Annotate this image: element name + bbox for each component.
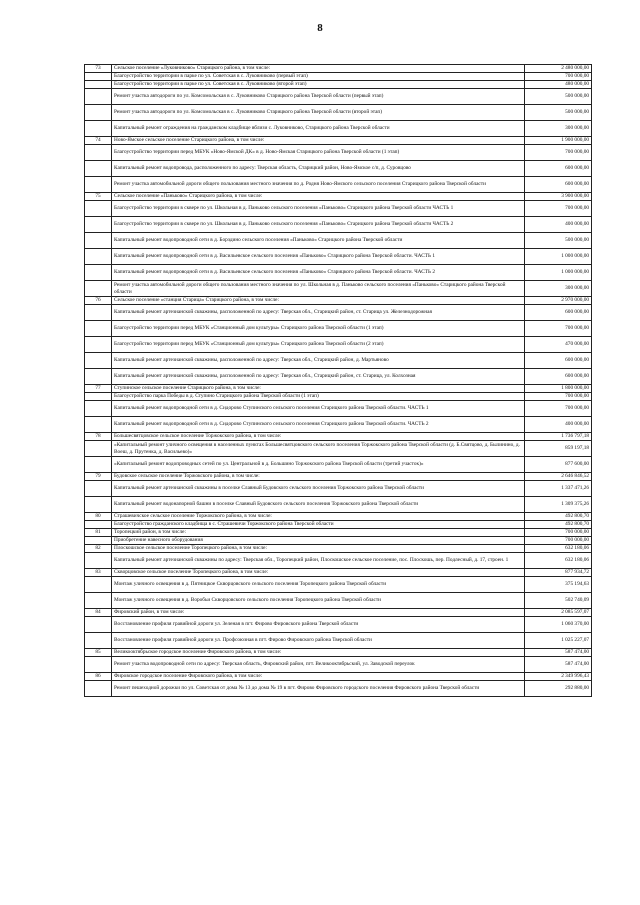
row-number bbox=[85, 657, 112, 673]
table-row bbox=[85, 353, 592, 369]
table-row bbox=[85, 673, 592, 681]
table-row bbox=[85, 609, 592, 617]
row-description: Капитальный ремонт артезианской скважины по адресу: Тверская обл., Торопецкий район, Плоскошское сельское поселение, пос. Плоскошь, пер. Подлесный, д. 17, строен. 1 bbox=[112, 553, 525, 569]
row-amount: 700 000,00 bbox=[525, 73, 592, 81]
table-row bbox=[85, 593, 592, 609]
row-description: «Капитальный ремонт уличного освещения в населенных пунктах Большесвятцовского сельского поселения Торжокского района Тверской области (д. Б.Святцово, д. Былинино, д. Воеш, д. Прутенка, д. Васильево)» bbox=[112, 441, 525, 457]
row-amount: 600 000,00 bbox=[525, 369, 592, 385]
row-amount: 1 060 370,00 bbox=[525, 617, 592, 633]
row-description: Капитальный ремонт артезианской скважины, расположенной по адресу: Тверская обл., Старицкий район, д. Мартьяново bbox=[112, 353, 525, 369]
row-number: 85 bbox=[85, 649, 112, 657]
row-amount: 700 000,00 bbox=[525, 321, 592, 337]
table-row bbox=[85, 137, 592, 145]
row-amount: 600 000,00 bbox=[525, 177, 592, 193]
row-description: Капитальный ремонт артезианской скважины, расположенной по адресу: Тверская обл., Старицкий район, ст. Старица ул. Железнодорожная bbox=[112, 305, 525, 321]
row-amount: 1 309 375,26 bbox=[525, 497, 592, 513]
row-number: 84 bbox=[85, 609, 112, 617]
table-row bbox=[85, 633, 592, 649]
row-description: Фировское городское поселение Фировского района, в том числе: bbox=[112, 673, 525, 681]
row-description: Благоустройство территории в сквере по ул. Школьная в д. Паньково сельского поселения «Паньково» Старицкого района Тверской области ЧАСТЬ 1 bbox=[112, 201, 525, 217]
row-number bbox=[85, 321, 112, 337]
table-row bbox=[85, 145, 592, 161]
table-row bbox=[85, 441, 592, 457]
row-amount: 400 000,00 bbox=[525, 217, 592, 233]
row-number bbox=[85, 497, 112, 513]
row-number bbox=[85, 337, 112, 353]
row-description: Фировский район, в том числе: bbox=[112, 609, 525, 617]
table-row bbox=[85, 521, 592, 529]
row-number bbox=[85, 305, 112, 321]
row-number: 86 bbox=[85, 673, 112, 681]
row-description: Ремонт участка автомобильной дороги общего пользования местного значения по ул. Школьная в д. Паньково сельского поселения «Паньково» Старицкого района Тверской области bbox=[112, 281, 525, 297]
row-description: Ступинское сельское поселение Старицкого района, в том числе: bbox=[112, 385, 525, 393]
table-row bbox=[85, 281, 592, 297]
table-row bbox=[85, 649, 592, 657]
row-amount: 1 337 471,26 bbox=[525, 481, 592, 497]
row-amount: 400 000,00 bbox=[525, 417, 592, 433]
table-row bbox=[85, 481, 592, 497]
row-number: 73 bbox=[85, 65, 112, 73]
row-amount: 600 000,00 bbox=[525, 353, 592, 369]
row-amount: 292 880,00 bbox=[525, 681, 592, 697]
table-row bbox=[85, 177, 592, 193]
row-amount: 2 085 597,07 bbox=[525, 609, 592, 617]
row-number bbox=[85, 441, 112, 457]
row-description: Капитальный ремонт артезианской скважины в поселке Славный Будовского сельского поселения Торжокского района Тверской области bbox=[112, 481, 525, 497]
table-row bbox=[85, 369, 592, 385]
row-number: 81 bbox=[85, 529, 112, 537]
table-row bbox=[85, 569, 592, 577]
table-row bbox=[85, 105, 592, 121]
row-description: «Капитальный ремонт водопроводных сетей по ул. Центральной в д. Большино Торжокского района Тверской области (третий участок)» bbox=[112, 457, 525, 473]
row-amount: 2 349 996,43 bbox=[525, 673, 592, 681]
table-row bbox=[85, 337, 592, 353]
row-number bbox=[85, 81, 112, 89]
table-row bbox=[85, 193, 592, 201]
row-amount: 502 740,09 bbox=[525, 593, 592, 609]
row-amount: 375 194,63 bbox=[525, 577, 592, 593]
row-number bbox=[85, 217, 112, 233]
row-amount: 632 180,06 bbox=[525, 553, 592, 569]
table-row bbox=[85, 497, 592, 513]
row-description: Плоскошское сельское поселение Торопецкого района, в том числе: bbox=[112, 545, 525, 553]
row-description: Сельское поселение «станция Старица» Старицкого района, в том числе: bbox=[112, 297, 525, 305]
row-number bbox=[85, 593, 112, 609]
row-description: Капитальный ремонт водопровода, расположенного по адресу: Тверская область, Старицкий район, Ново-Ямское с/п, д. Суровцово bbox=[112, 161, 525, 177]
table-row bbox=[85, 249, 592, 265]
row-number: 74 bbox=[85, 137, 112, 145]
table-row bbox=[85, 73, 592, 81]
row-description: Ремонт участка автодороги по ул. Комсомольская в с. Луковниково Старицкого района Тверской области (второй этап) bbox=[112, 105, 525, 121]
row-description: Капитальный ремонт водопроводной сети в д. Васильевское сельского поселения «Паньково» Старицкого района Тверской области. ЧАСТЬ 2 bbox=[112, 265, 525, 281]
row-description: Благоустройство парка Победы в д. Ступино Старицкого района Тверской области (1 этап) bbox=[112, 393, 525, 401]
page-number: 8 bbox=[317, 22, 323, 34]
table-row bbox=[85, 417, 592, 433]
row-number bbox=[85, 393, 112, 401]
table-row bbox=[85, 433, 592, 441]
row-number bbox=[85, 553, 112, 569]
table-row bbox=[85, 393, 592, 401]
row-number: 80 bbox=[85, 513, 112, 521]
row-description: Капитальный ремонт водопроводной сети в д. Сидорово Ступинского сельского поселения Старицкого района Тверской области. ЧАСТЬ 1 bbox=[112, 401, 525, 417]
row-amount: 1 025 227,07 bbox=[525, 633, 592, 649]
row-number: 82 bbox=[85, 545, 112, 553]
row-description: Восстановление профиля гравийной дороги ул. Зеленая в пгт. Фирово Фировского района Тверской области bbox=[112, 617, 525, 633]
row-description: Монтаж уличного освещения в д. Пятницкое Скворцовского сельского поселения Торопецкого района Тверской области bbox=[112, 577, 525, 593]
table-row bbox=[85, 161, 592, 177]
row-amount: 492 800,70 bbox=[525, 513, 592, 521]
row-description: Ремонт участка водопроводной сети по адресу: Тверская область, Фировский район, пгт. Великооктябрьский, ул. Заводской переулок bbox=[112, 657, 525, 673]
row-description: Ремонт пешеходной дорожки по ул. Советская от дома № 13 до дома № 19 в пгт. Фирово Фировского городского поселения Фировского района Тверской области bbox=[112, 681, 525, 697]
row-description: Восстановление профиля гравийной дороги ул. Профсоюзная в пгт. Фирово Фировского района Тверской области bbox=[112, 633, 525, 649]
row-amount: 587 474,00 bbox=[525, 649, 592, 657]
row-description: Капитальный ремонт водопроводной сети в д. Васильевское сельского поселения «Паньково» Старицкого района Тверской области. ЧАСТЬ 1 bbox=[112, 249, 525, 265]
table-row bbox=[85, 305, 592, 321]
row-amount: 1 736 797,18 bbox=[525, 433, 592, 441]
table-row bbox=[85, 401, 592, 417]
table-row bbox=[85, 553, 592, 569]
row-amount: 3 900 000,00 bbox=[525, 193, 592, 201]
row-description: Капитальный ремонт водопроводной сети в д. Сидорово Ступинского сельского поселения Старицкого района Тверской области. ЧАСТЬ 2 bbox=[112, 417, 525, 433]
row-number: 76 bbox=[85, 297, 112, 305]
row-description: Благоустройство территории в сквере по ул. Школьная в д. Паньково сельского поселения «Паньково» Старицкого района Тверской области ЧАСТЬ 2 bbox=[112, 217, 525, 233]
row-amount: 700 000,00 bbox=[525, 529, 592, 537]
row-description: Капитальный ремонт ограждения на гражданском кладбище вблизи с. Луковниково, Старицкого района Тверской области bbox=[112, 121, 525, 137]
row-number bbox=[85, 353, 112, 369]
row-amount: 500 000,00 bbox=[525, 233, 592, 249]
row-number bbox=[85, 401, 112, 417]
table-row bbox=[85, 201, 592, 217]
budget-table bbox=[84, 64, 592, 697]
table-row bbox=[85, 217, 592, 233]
row-description: Приобретение навесного оборудования bbox=[112, 537, 525, 545]
row-description: Благоустройство территории перед МБУК «Станционный дом культуры» Старицкого района Тверской области (1 этап) bbox=[112, 321, 525, 337]
row-number bbox=[85, 457, 112, 473]
row-number bbox=[85, 233, 112, 249]
row-amount: 700 000,00 bbox=[525, 537, 592, 545]
row-number bbox=[85, 681, 112, 697]
row-description: Монтаж уличного освещения в д. Воробьи Скворцовского сельского поселения Торопецкого района Тверской области bbox=[112, 593, 525, 609]
row-description: Сельское поселение «Паньково» Старицкого района, в том числе: bbox=[112, 193, 525, 201]
table-row bbox=[85, 89, 592, 105]
row-number bbox=[85, 281, 112, 297]
row-number bbox=[85, 121, 112, 137]
row-number bbox=[85, 145, 112, 161]
row-number bbox=[85, 481, 112, 497]
table-row bbox=[85, 297, 592, 305]
row-description: Ремонт участка автомобильной дороги общего пользования местного значения по д. Родня Ново-Ямского сельского поселения Старицкого района Тверской области bbox=[112, 177, 525, 193]
table-row bbox=[85, 529, 592, 537]
row-number bbox=[85, 73, 112, 81]
row-description: Благоустройство территории перед МБУК «Станционный дом культуры» Старицкого района Тверской области (2 этап) bbox=[112, 337, 525, 353]
table-row bbox=[85, 65, 592, 73]
row-description: Большесвятцовское сельское поселение Торжокского района, в том числе: bbox=[112, 433, 525, 441]
row-number bbox=[85, 249, 112, 265]
row-number bbox=[85, 161, 112, 177]
row-number bbox=[85, 633, 112, 649]
row-amount: 700 000,00 bbox=[525, 401, 592, 417]
row-amount: 480 000,00 bbox=[525, 81, 592, 89]
row-number bbox=[85, 265, 112, 281]
row-amount: 500 000,00 bbox=[525, 105, 592, 121]
row-amount: 470 000,00 bbox=[525, 337, 592, 353]
row-number bbox=[85, 417, 112, 433]
table-row bbox=[85, 513, 592, 521]
row-description: Будовское сельское поселение Торжокского района, в том числе: bbox=[112, 473, 525, 481]
table-row bbox=[85, 657, 592, 673]
row-number: 79 bbox=[85, 473, 112, 481]
table-row bbox=[85, 537, 592, 545]
row-amount: 877 934,72 bbox=[525, 569, 592, 577]
row-description: Страшевичское сельское поселение Торжокского района, в том числе: bbox=[112, 513, 525, 521]
row-amount: 2 970 000,00 bbox=[525, 297, 592, 305]
table-row bbox=[85, 385, 592, 393]
row-amount: 1 000 000,00 bbox=[525, 249, 592, 265]
row-description: Торопецкий район, в том числе: bbox=[112, 529, 525, 537]
row-description: Благоустройство территории перед МБУК «Ново-Ямской ДК» в д. Ново-Ямская Старицкого района Тверской области (1 этап) bbox=[112, 145, 525, 161]
row-amount: 1 000 000,00 bbox=[525, 265, 592, 281]
row-number: 78 bbox=[85, 433, 112, 441]
row-amount: 632 180,06 bbox=[525, 545, 592, 553]
row-amount: 500 000,00 bbox=[525, 89, 592, 105]
row-number bbox=[85, 177, 112, 193]
row-description: Благоустройство гражданского кладбища в с. Страшевичи Торжокского района Тверской области bbox=[112, 521, 525, 529]
table-row bbox=[85, 577, 592, 593]
row-amount: 859 197,18 bbox=[525, 441, 592, 457]
row-description: Ремонт участка автодороги по ул. Комсомольская в с. Луковниково Старицкого района Тверской области (первый этап) bbox=[112, 89, 525, 105]
row-number: 75 bbox=[85, 193, 112, 201]
row-description: Великооктябрьское городское поселение Фировского района, в том числе: bbox=[112, 649, 525, 657]
row-amount: 300 000,00 bbox=[525, 121, 592, 137]
row-description: Капитальный ремонт водонапорной башни в поселке Славный Будовского сельского поселения Торжокского района Тверской области bbox=[112, 497, 525, 513]
table-row bbox=[85, 233, 592, 249]
budget-table-body bbox=[85, 65, 592, 697]
row-amount: 600 000,00 bbox=[525, 305, 592, 321]
row-amount: 600 000,00 bbox=[525, 161, 592, 177]
row-description: Капитальный ремонт водопроводной сети в д. Борздино сельского поселения «Паньково» Старицкого района Тверской области bbox=[112, 233, 525, 249]
row-description: Сельское поселение «Луковниково» Старицкого района, в том числе: bbox=[112, 65, 525, 73]
row-number: 77 bbox=[85, 385, 112, 393]
row-amount: 877 600,00 bbox=[525, 457, 592, 473]
row-description: Скворцовское сельское поселение Торопецкого района, в том числе: bbox=[112, 569, 525, 577]
row-number bbox=[85, 577, 112, 593]
table-row bbox=[85, 81, 592, 89]
row-description: Благоустройство территории в парке по ул. Советская в с. Луковниково (первый этап) bbox=[112, 73, 525, 81]
row-number bbox=[85, 201, 112, 217]
row-number bbox=[85, 369, 112, 385]
row-number bbox=[85, 89, 112, 105]
row-amount: 2 480 000,00 bbox=[525, 65, 592, 73]
table-row bbox=[85, 321, 592, 337]
row-amount: 1 800 000,00 bbox=[525, 385, 592, 393]
row-number: 83 bbox=[85, 569, 112, 577]
row-number bbox=[85, 537, 112, 545]
table-row bbox=[85, 121, 592, 137]
row-amount: 300 000,00 bbox=[525, 281, 592, 297]
table-row bbox=[85, 457, 592, 473]
row-description: Ново-Ямское сельское поселение Старицкого района, в том числе: bbox=[112, 137, 525, 145]
row-number bbox=[85, 105, 112, 121]
row-amount: 700 000,00 bbox=[525, 145, 592, 161]
table-row bbox=[85, 617, 592, 633]
table-row bbox=[85, 681, 592, 697]
table-row bbox=[85, 473, 592, 481]
row-amount: 2 646 846,52 bbox=[525, 473, 592, 481]
row-description: Благоустройство территории в парке по ул. Советская в с. Луковниково (второй этап) bbox=[112, 81, 525, 89]
row-description: Капитальный ремонт артезианской скважины, расположенной по адресу: Тверская обл., Старицкий район, ст. Старица, ул. Колхозная bbox=[112, 369, 525, 385]
row-amount: 492 800,70 bbox=[525, 521, 592, 529]
row-amount: 587 474,00 bbox=[525, 657, 592, 673]
row-amount: 700 000,00 bbox=[525, 201, 592, 217]
row-amount: 1 900 000,00 bbox=[525, 137, 592, 145]
row-amount: 700 000,00 bbox=[525, 393, 592, 401]
row-number bbox=[85, 617, 112, 633]
table-row bbox=[85, 545, 592, 553]
table-row bbox=[85, 265, 592, 281]
row-number bbox=[85, 521, 112, 529]
